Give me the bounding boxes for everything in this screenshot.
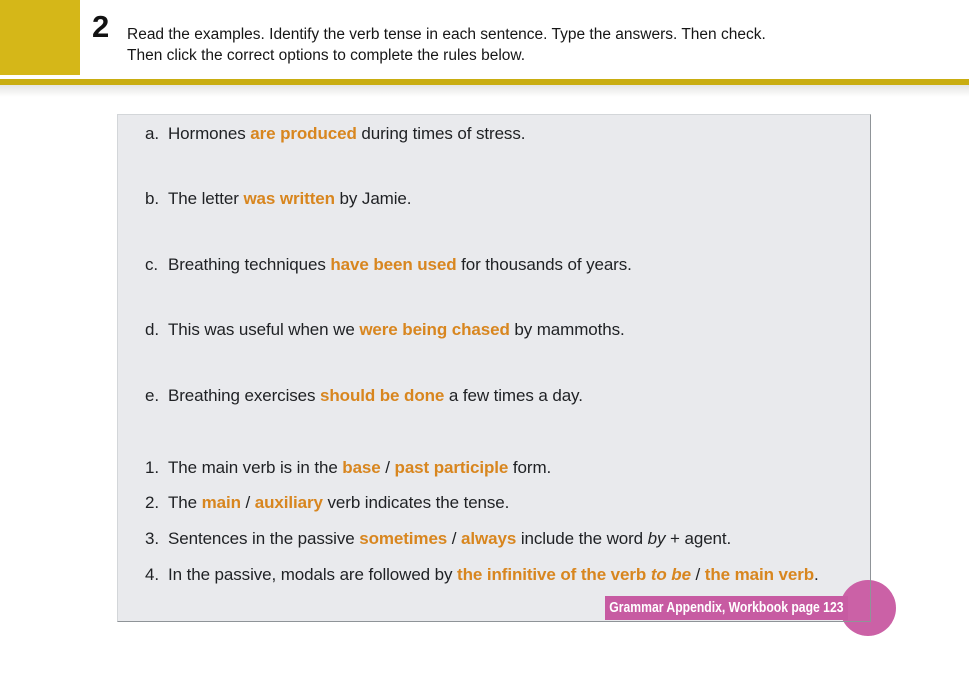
- sentence-text: The letter: [168, 189, 244, 208]
- sentence-text: during times of stress.: [356, 124, 526, 143]
- rule-text: + agent.: [665, 529, 732, 548]
- example-label: e.: [145, 386, 159, 405]
- rule-label: 4.: [145, 565, 159, 584]
- example-sentence-d: [145, 320, 625, 340]
- rule-label: 3.: [145, 529, 159, 548]
- sentence-text: for thousands of years.: [456, 255, 632, 274]
- option-separator: /: [380, 458, 395, 477]
- rule-text: The: [168, 493, 202, 512]
- example-sentence-b: [145, 189, 411, 209]
- grammar-appendix-reference-link[interactable]: [605, 596, 848, 620]
- example-sentence-a: [145, 124, 525, 144]
- rule-option-main-verb[interactable]: the main verb: [704, 565, 815, 584]
- example-label: c.: [145, 255, 159, 274]
- rule-option-always[interactable]: always: [461, 529, 517, 548]
- instruction-line-1: Read the examples. Identify the verb tense in each sentence. Type the answers. Then check.: [127, 26, 766, 43]
- exercise-instructions: [127, 24, 766, 66]
- option-separator: /: [447, 529, 462, 548]
- rule-option-infinitive-of-verb[interactable]: the infinitive of the verb: [457, 565, 651, 584]
- rule-option-past-participle[interactable]: past participle: [394, 458, 509, 477]
- option-separator: /: [690, 565, 705, 584]
- sentence-text: by mammoths.: [509, 320, 625, 339]
- grammar-appendix-reference-label: Grammar Appendix, Workbook page 123: [609, 600, 844, 616]
- rule-text: Sentences in the passive: [168, 529, 360, 548]
- rule-option-sometimes[interactable]: sometimes: [359, 529, 448, 548]
- verb-highlight: are produced: [250, 124, 357, 143]
- verb-highlight: were being chased: [359, 320, 510, 339]
- rule-3: [145, 529, 731, 549]
- rule-4: [145, 565, 819, 585]
- rule-text: include the word: [516, 529, 648, 548]
- rule-text: form.: [508, 458, 552, 477]
- verb-highlight: have been used: [330, 255, 457, 274]
- example-label: b.: [145, 189, 159, 208]
- example-label: a.: [145, 124, 159, 143]
- rule-2: [145, 493, 509, 513]
- option-separator: /: [240, 493, 255, 512]
- sentence-text: Breathing exercises: [168, 386, 321, 405]
- sentence-text: Breathing techniques: [168, 255, 331, 274]
- rule-text: The main verb is in the: [168, 458, 343, 477]
- rule-label: 2.: [145, 493, 159, 512]
- rule-text: In the passive, modals are followed by: [168, 565, 458, 584]
- corner-accent-square: [0, 0, 80, 75]
- rule-text: .: [814, 565, 819, 584]
- header-divider-shadow: [0, 85, 969, 97]
- rule-label: 1.: [145, 458, 159, 477]
- reference-accent-circle: [840, 580, 896, 636]
- verb-highlight: should be done: [320, 386, 445, 405]
- rule-option-to-be[interactable]: to be: [650, 565, 691, 584]
- sentence-text: Hormones: [168, 124, 251, 143]
- example-sentence-e: [145, 386, 583, 406]
- rule-1: [145, 458, 551, 478]
- rule-option-main[interactable]: main: [201, 493, 241, 512]
- exercise-number: 2: [92, 9, 110, 44]
- sentence-text: by Jamie.: [334, 189, 412, 208]
- rule-option-base[interactable]: base: [342, 458, 381, 477]
- sentence-text: a few times a day.: [444, 386, 583, 405]
- sentence-text: This was useful when we: [168, 320, 360, 339]
- rule-option-auxiliary[interactable]: auxiliary: [254, 493, 323, 512]
- rule-text-italic-by: by: [647, 529, 666, 548]
- instruction-line-2: Then click the correct options to complete the rules below.: [127, 47, 526, 64]
- example-sentence-c: [145, 255, 632, 275]
- verb-highlight: was written: [243, 189, 335, 208]
- example-label: d.: [145, 320, 159, 339]
- rule-text: verb indicates the tense.: [322, 493, 510, 512]
